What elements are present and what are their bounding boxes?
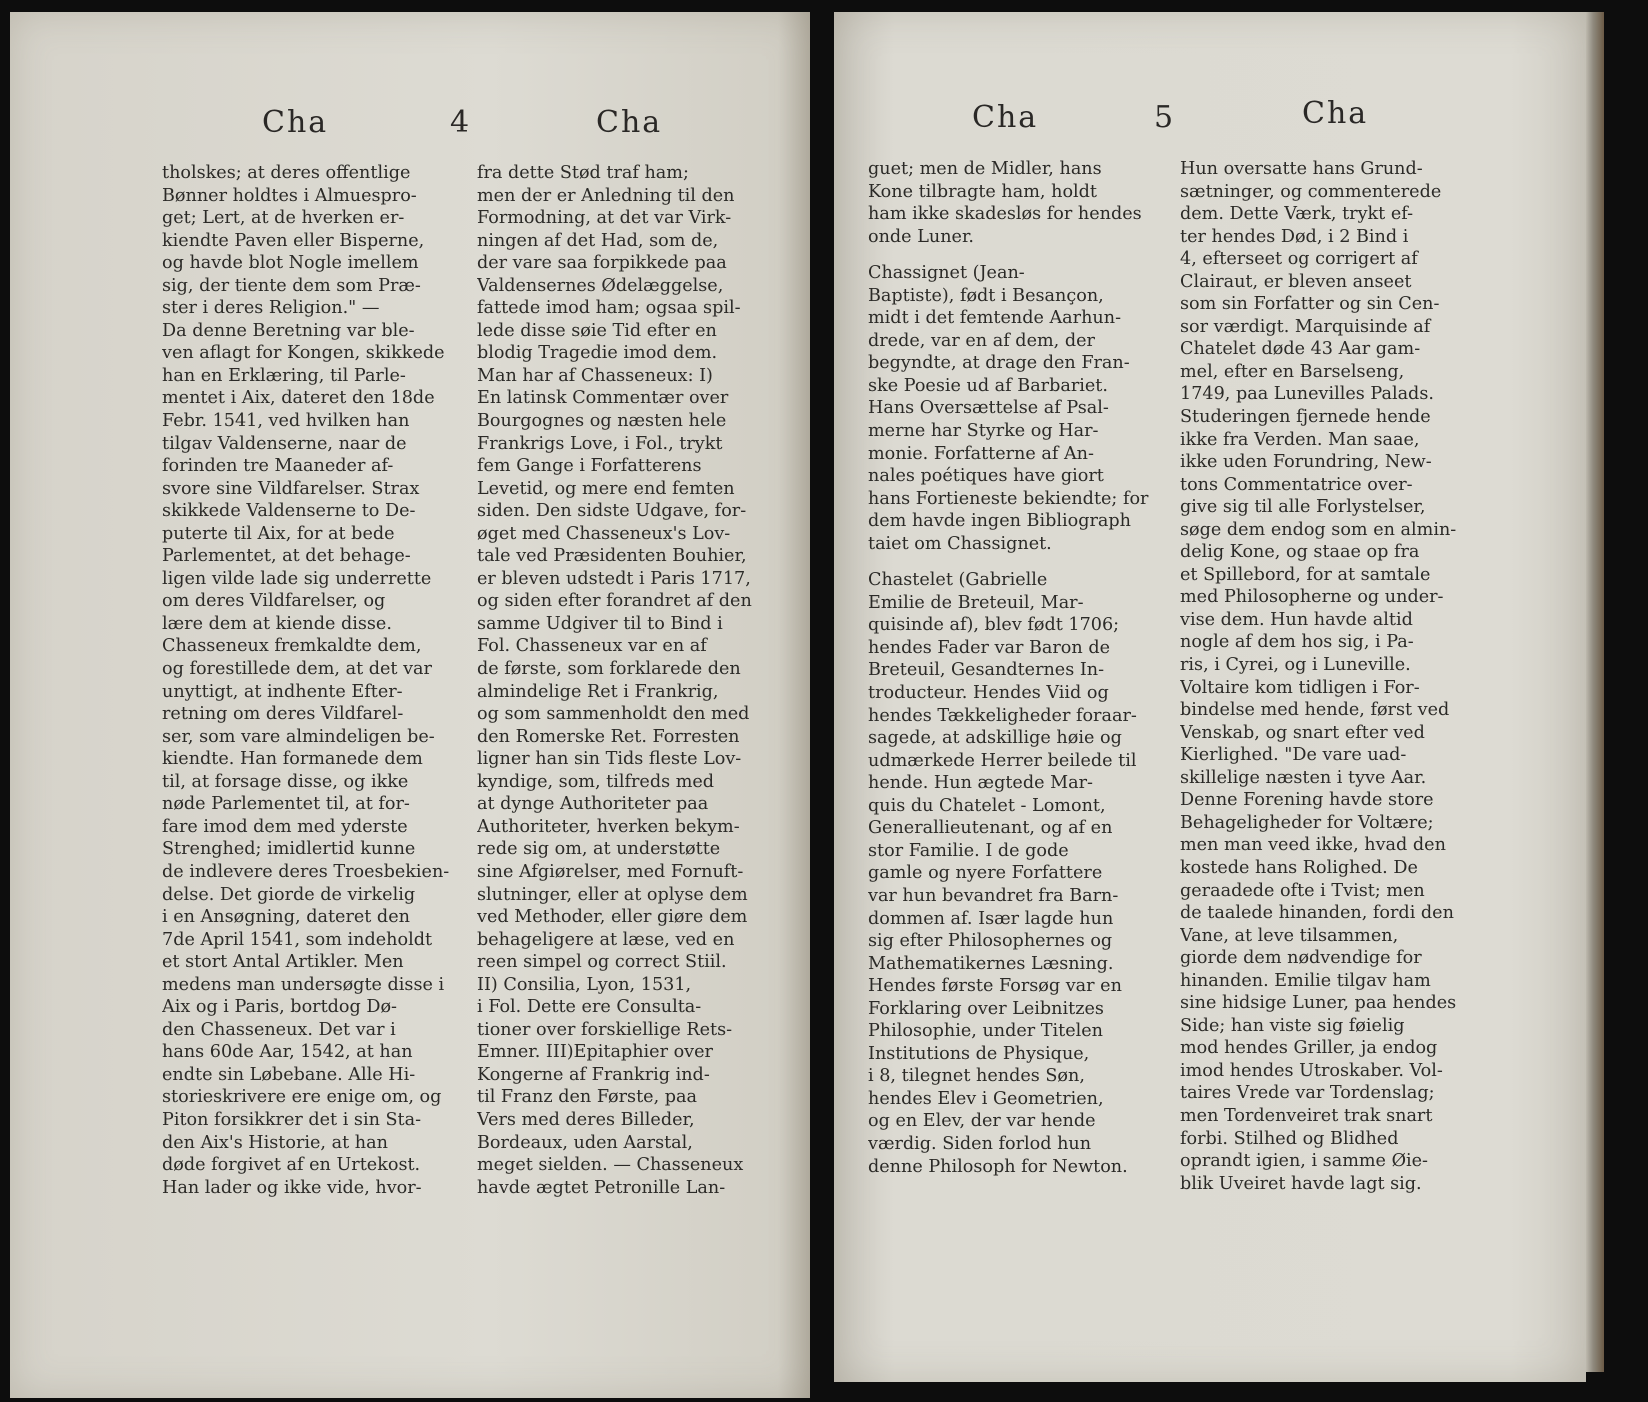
text-line: mod hendes Griller, ja endog bbox=[1180, 1038, 1438, 1059]
text-line: men Tordenveiret trak snart bbox=[1180, 1105, 1433, 1126]
text-line: tale ved Præsidenten Bouhier, bbox=[477, 546, 747, 567]
text-line: geraadede ofte i Tvist; men bbox=[1180, 880, 1425, 901]
text-line: den Chasseneux. Det var i bbox=[162, 1019, 396, 1040]
text-line: Aix og i Paris, bortdog Dø- bbox=[162, 997, 397, 1018]
text-line: stor Familie. I de gode bbox=[868, 840, 1069, 861]
text-line: hinanden. Emilie tilgav ham bbox=[1180, 970, 1431, 991]
text-line: II) Consilia, Lyon, 1531, bbox=[477, 974, 692, 995]
text-line: 1749, paa Lunevilles Palads. bbox=[1180, 384, 1434, 405]
text-line: fem Gange i Forfatterens bbox=[477, 456, 702, 477]
text-line: troducteur. Hendes Viid og bbox=[868, 683, 1109, 704]
text-line: hans Fortieneste bekiendte; for bbox=[868, 488, 1149, 509]
text-line: sagede, at adskillige høie og bbox=[868, 728, 1122, 749]
text-line: udmærkede Herrer beilede til bbox=[868, 750, 1137, 771]
right-page-number: 5 bbox=[1154, 100, 1176, 135]
text-line: de første, som forklarede den bbox=[477, 659, 741, 680]
text-line: ikke fra Verden. Man saae, bbox=[1180, 429, 1420, 450]
text-line: til Franz den Første, paa bbox=[477, 1087, 697, 1108]
right-page-header-right-word: Cha bbox=[1302, 96, 1369, 131]
text-line: storieskrivere ere enige om, og bbox=[162, 1087, 442, 1108]
text-line: ningen af det Had, som de, bbox=[477, 230, 719, 251]
text-line: puterte til Aix, for at bede bbox=[162, 523, 395, 544]
text-line: quis du Chatelet - Lomont, bbox=[868, 795, 1106, 816]
text-line: Chatelet døde 43 Aar gam- bbox=[1180, 339, 1421, 360]
text-line: 7de April 1541, som indeholdt bbox=[162, 929, 433, 950]
text-line: nøde Parlementet til, at for- bbox=[162, 794, 410, 815]
text-line: Frankrigs Love, i Fol., trykt bbox=[477, 433, 723, 454]
text-line: svore sine Vildfarelser. Strax bbox=[162, 478, 420, 499]
text-line: Bønner holdtes i Almuespro- bbox=[162, 185, 417, 206]
text-line: ter hendes Død, i 2 Bind i bbox=[1180, 226, 1409, 247]
text-line: Emilie de Breteuil, Mar- bbox=[868, 592, 1084, 613]
text-line: ven aflagt for Kongen, skikkede bbox=[162, 343, 445, 364]
text-line: sine hidsige Luner, paa hendes bbox=[1180, 993, 1457, 1014]
text-line: monie. Forfatterne af An- bbox=[868, 443, 1094, 464]
text-line: dommen af. Især lagde hun bbox=[868, 908, 1114, 929]
text-line: Fol. Chasseneux var en af bbox=[477, 636, 707, 657]
paragraph-gap bbox=[868, 555, 1164, 569]
text-line: blik Uveiret havde lagt sig. bbox=[1180, 1173, 1422, 1194]
text-line: quisinde af), blev født 1706; bbox=[868, 615, 1120, 636]
text-line: imod hendes Utroskaber. Vol- bbox=[1180, 1060, 1443, 1081]
text-line: meget sielden. — Chasseneux bbox=[477, 1155, 744, 1176]
text-line: samme Udgiver til to Bind i bbox=[477, 613, 723, 634]
text-line: lære dem at kiende disse. bbox=[162, 613, 392, 634]
text-line: Baptiste), født i Besançon, bbox=[868, 285, 1104, 306]
text-line: med Philosopherne og under- bbox=[1180, 587, 1444, 608]
text-line: Bordeaux, uden Aarstal, bbox=[477, 1132, 693, 1153]
text-line: døde forgivet af en Urtekost. bbox=[162, 1155, 421, 1176]
text-line: blodig Tragedie imod dem. bbox=[477, 343, 718, 364]
text-line: midt i det femtende Aarhun- bbox=[868, 308, 1122, 329]
text-line: forinden tre Maaneder af- bbox=[162, 456, 394, 477]
left-page-header-left-word: Cha bbox=[262, 105, 329, 140]
text-line: kostede hans Rolighed. De bbox=[1180, 857, 1418, 878]
text-line: ske Poesie ud af Barbariet. bbox=[868, 375, 1108, 396]
text-line: Man har af Chasseneux: I) bbox=[477, 365, 713, 386]
text-line: slutninger, eller at oplyse dem bbox=[477, 884, 748, 905]
text-line: oprandt igien, i samme Øie- bbox=[1180, 1151, 1428, 1172]
text-line: merne har Styrke og Har- bbox=[868, 421, 1099, 442]
text-line: giorde dem nødvendige for bbox=[1180, 948, 1422, 969]
text-line: denne Philosoph for Newton. bbox=[868, 1156, 1128, 1177]
text-line: sig efter Philosophernes og bbox=[868, 931, 1113, 952]
text-line: gamle og nyere Forfattere bbox=[868, 863, 1103, 884]
text-line: Vane, at leve tilsammen, bbox=[1180, 925, 1399, 946]
text-line: hende. Hun ægtede Mar- bbox=[868, 773, 1093, 794]
text-line: forbi. Stilhed og Blidhed bbox=[1180, 1128, 1399, 1149]
text-line: Kone tilbragte ham, holdt bbox=[868, 181, 1097, 202]
text-line: Hans Oversættelse af Psal- bbox=[868, 398, 1109, 419]
text-line: bindelse med hende, først ved bbox=[1180, 700, 1450, 721]
text-line: ris, i Cyrei, og i Luneville. bbox=[1180, 655, 1411, 676]
text-line: Valdensernes Ødelæggelse, bbox=[477, 275, 724, 296]
left-page-column-2 bbox=[477, 162, 773, 1199]
text-line: tilgav Valdenserne, naar de bbox=[162, 433, 407, 454]
text-line: Studeringen fjernede hende bbox=[1180, 407, 1431, 428]
text-line: rede sig om, at understøtte bbox=[477, 839, 721, 860]
text-line: i en Ansøgning, dateret den bbox=[162, 907, 410, 928]
text-line: almindelige Ret i Frankrig, bbox=[477, 681, 719, 702]
text-line: til, at forsage disse, og ikke bbox=[162, 771, 409, 792]
text-line: taiet om Chassignet. bbox=[868, 533, 1052, 554]
text-line: sig, der tiente dem som Præ- bbox=[162, 275, 421, 296]
text-line: han en Erklæring, til Parle- bbox=[162, 365, 406, 386]
text-line: et stort Antal Artikler. Men bbox=[162, 952, 404, 973]
text-line: er bleven udstedt i Paris 1717, bbox=[477, 568, 751, 589]
text-line: hendes Tækkeligheder foraar- bbox=[868, 705, 1137, 726]
text-line: ster i deres Religion." — bbox=[162, 298, 380, 319]
text-line: ikke uden Forundring, New- bbox=[1180, 452, 1432, 473]
text-line: dem. Dette Værk, trykt ef- bbox=[1180, 204, 1414, 225]
text-line: hans 60de Aar, 1542, at han bbox=[162, 1042, 413, 1063]
text-line: søge dem endog som en almin- bbox=[1180, 519, 1457, 540]
text-line: Breteuil, Gesandternes In- bbox=[868, 660, 1105, 681]
text-line: sætninger, og commenterede bbox=[1180, 181, 1442, 202]
text-line: et Spillebord, for at samtale bbox=[1180, 564, 1431, 585]
text-line: fare imod dem med yderste bbox=[162, 816, 408, 837]
text-line: taires Vrede var Tordenslag; bbox=[1180, 1083, 1435, 1104]
text-line: Clairaut, er bleven anseet bbox=[1180, 271, 1412, 292]
text-line: mel, efter en Barselseng, bbox=[1180, 361, 1405, 382]
text-line: Side; han viste sig føielig bbox=[1180, 1015, 1405, 1036]
right-page-header-left-word: Cha bbox=[972, 100, 1039, 135]
text-line: sine Afgiørelser, med Fornuft- bbox=[477, 861, 744, 882]
text-line: Kongerne af Frankrig ind- bbox=[477, 1064, 710, 1085]
text-line: Levetid, og mere end femten bbox=[477, 478, 735, 499]
text-line: og forestillede dem, at det var bbox=[162, 659, 432, 680]
text-line: drede, var en af dem, der bbox=[868, 330, 1095, 351]
text-line: i Fol. Dette ere Consulta- bbox=[477, 997, 702, 1018]
text-line: værdig. Siden forlod hun bbox=[868, 1133, 1092, 1154]
text-line: begyndte, at drage den Fran- bbox=[868, 353, 1130, 374]
text-line: i 8, tilegnet hendes Søn, bbox=[868, 1066, 1085, 1087]
text-line: Forklaring over Leibnitzes bbox=[868, 998, 1104, 1019]
text-line: Venskab, og snart efter ved bbox=[1180, 722, 1425, 743]
text-line: der vare saa forpikkede paa bbox=[477, 253, 727, 274]
text-line: og siden efter forandret af den bbox=[477, 591, 752, 612]
left-page-number: 4 bbox=[450, 105, 472, 140]
text-line: og som sammenholdt den med bbox=[477, 704, 750, 725]
text-line: retning om deres Vildfarel- bbox=[162, 704, 404, 725]
text-line: onde Luner. bbox=[868, 226, 975, 247]
text-line: Han lader og ikke vide, hvor- bbox=[162, 1177, 422, 1198]
text-line: havde ægtet Petronille Lan- bbox=[477, 1177, 726, 1198]
text-line: tioner over forskiellige Rets- bbox=[477, 1019, 733, 1040]
text-line: Strenghed; imidlertid kunne bbox=[162, 839, 416, 860]
text-line: nales poétiques have giort bbox=[868, 466, 1104, 487]
right-page-column-1 bbox=[868, 158, 1164, 1178]
text-line: Hun oversatte hans Grund- bbox=[1180, 159, 1423, 179]
text-line: En latinsk Commentær over bbox=[477, 388, 729, 409]
text-line: Behageligheder for Voltære; bbox=[1180, 812, 1434, 833]
right-page-column-2 bbox=[1180, 158, 1476, 1195]
book-page-edges-right bbox=[1586, 12, 1604, 1372]
text-line: Chasseneux fremkaldte dem, bbox=[162, 636, 422, 657]
text-line: reen simpel og correct Stiil. bbox=[477, 952, 727, 973]
text-line: sor værdigt. Marquisinde af bbox=[1180, 316, 1431, 337]
text-line: men der er Anledning til den bbox=[477, 185, 735, 206]
text-line: get; Lert, at de hverken er- bbox=[162, 208, 405, 229]
text-line: Chassignet (Jean- bbox=[868, 263, 1025, 284]
text-line: Bourgognes og næsten hele bbox=[477, 411, 727, 432]
text-line: medens man undersøgte disse i bbox=[162, 974, 445, 995]
text-line: de indlevere deres Troesbekien- bbox=[162, 861, 450, 882]
text-line: siden. Den sidste Udgave, for- bbox=[477, 501, 747, 522]
text-line: Mathematikernes Læsning. bbox=[868, 953, 1114, 974]
text-line: tholskes; at deres offentlige bbox=[162, 163, 411, 183]
text-line: Emner. III)Epitaphier over bbox=[477, 1042, 713, 1063]
text-line: vise dem. Hun havde altid bbox=[1180, 609, 1413, 630]
text-line: og en Elev, der var hende bbox=[868, 1111, 1096, 1132]
text-line: skillelige næsten i tyve Aar. bbox=[1180, 767, 1427, 788]
text-line: Chastelet (Gabrielle bbox=[868, 570, 1048, 591]
text-line: behageligere at læse, ved en bbox=[477, 929, 735, 950]
text-line: ligen vilde lade sig underrette bbox=[162, 568, 432, 589]
text-line: fra dette Stød traf ham; bbox=[477, 163, 689, 183]
text-line: Piton forsikkrer det i sin Sta- bbox=[162, 1109, 422, 1130]
text-line: Hendes første Forsøg var en bbox=[868, 976, 1122, 997]
text-line: Formodning, at det var Virk- bbox=[477, 208, 732, 229]
text-line: Vers med deres Billeder, bbox=[477, 1109, 695, 1130]
paragraph-gap bbox=[868, 248, 1164, 262]
text-line: den Romerske Ret. Forresten bbox=[477, 726, 740, 747]
left-page-column-1 bbox=[162, 162, 458, 1199]
text-line: 4, efterseet og corrigert af bbox=[1180, 249, 1418, 270]
text-line: give sig til alle Forlystelser, bbox=[1180, 497, 1426, 518]
text-line: Febr. 1541, ved hvilken han bbox=[162, 411, 410, 432]
text-line: hendes Fader var Baron de bbox=[868, 637, 1110, 658]
text-line: om deres Vildfarelser, og bbox=[162, 591, 386, 612]
text-line: lede disse søie Tid efter en bbox=[477, 320, 717, 341]
text-line: mentet i Aix, dateret den 18de bbox=[162, 388, 435, 409]
text-line: Institutions de Physique, bbox=[868, 1043, 1090, 1064]
text-line: guet; men de Midler, hans bbox=[868, 159, 1102, 179]
left-page-header-right-word: Cha bbox=[596, 105, 663, 140]
text-line: de taalede hinanden, fordi den bbox=[1180, 903, 1454, 924]
text-line: Authoriteter, hverken bekym- bbox=[477, 816, 740, 837]
text-line: nogle af dem hos sig, i Pa- bbox=[1180, 632, 1414, 653]
text-line: Kierlighed. "De vare uad- bbox=[1180, 745, 1407, 766]
text-line: delse. Det giorde de virkelig bbox=[162, 884, 416, 905]
text-line: unyttigt, at indhente Efter- bbox=[162, 681, 403, 702]
text-line: at dynge Authoriteter paa bbox=[477, 794, 709, 815]
text-line: Generallieutenant, og af en bbox=[868, 818, 1113, 839]
text-line: som sin Forfatter og sin Cen- bbox=[1180, 294, 1440, 315]
text-line: tons Commentatrice over- bbox=[1180, 474, 1413, 495]
text-line: ham ikke skadesløs for hendes bbox=[868, 204, 1142, 225]
text-line: fattede imod ham; ogsaa spil- bbox=[477, 298, 741, 319]
text-line: Voltaire kom tidligen i For- bbox=[1180, 677, 1420, 698]
text-line: delig Kone, og staae op fra bbox=[1180, 542, 1420, 563]
text-line: hendes Elev i Geometrien, bbox=[868, 1088, 1104, 1109]
text-line: øget med Chasseneux's Lov- bbox=[477, 523, 731, 544]
text-line: den Aix's Historie, at han bbox=[162, 1132, 388, 1153]
text-line: og havde blot Nogle imellem bbox=[162, 253, 419, 274]
text-line: kiendte. Han formanede dem bbox=[162, 749, 423, 770]
text-line: men man veed ikke, hvad den bbox=[1180, 835, 1446, 856]
text-line: ved Methoder, eller giøre dem bbox=[477, 907, 748, 928]
text-line: Da denne Beretning var ble- bbox=[162, 320, 415, 341]
text-line: Philosophie, under Titelen bbox=[868, 1021, 1104, 1042]
text-line: dem havde ingen Bibliograph bbox=[868, 511, 1131, 532]
text-line: Parlementet, at det behage- bbox=[162, 546, 411, 567]
text-line: endte sin Løbebane. Alle Hi- bbox=[162, 1064, 416, 1085]
text-line: skikkede Valdenserne to De- bbox=[162, 501, 416, 522]
text-line: kiendte Paven eller Bisperne, bbox=[162, 230, 425, 251]
text-line: var hun bevandret fra Barn- bbox=[868, 885, 1119, 906]
text-line: kyndige, som, tilfreds med bbox=[477, 771, 715, 792]
text-line: ser, som vare almindeligen be- bbox=[162, 726, 435, 747]
text-line: ligner han sin Tids fleste Lov- bbox=[477, 749, 742, 770]
text-line: Denne Forening havde store bbox=[1180, 790, 1434, 811]
